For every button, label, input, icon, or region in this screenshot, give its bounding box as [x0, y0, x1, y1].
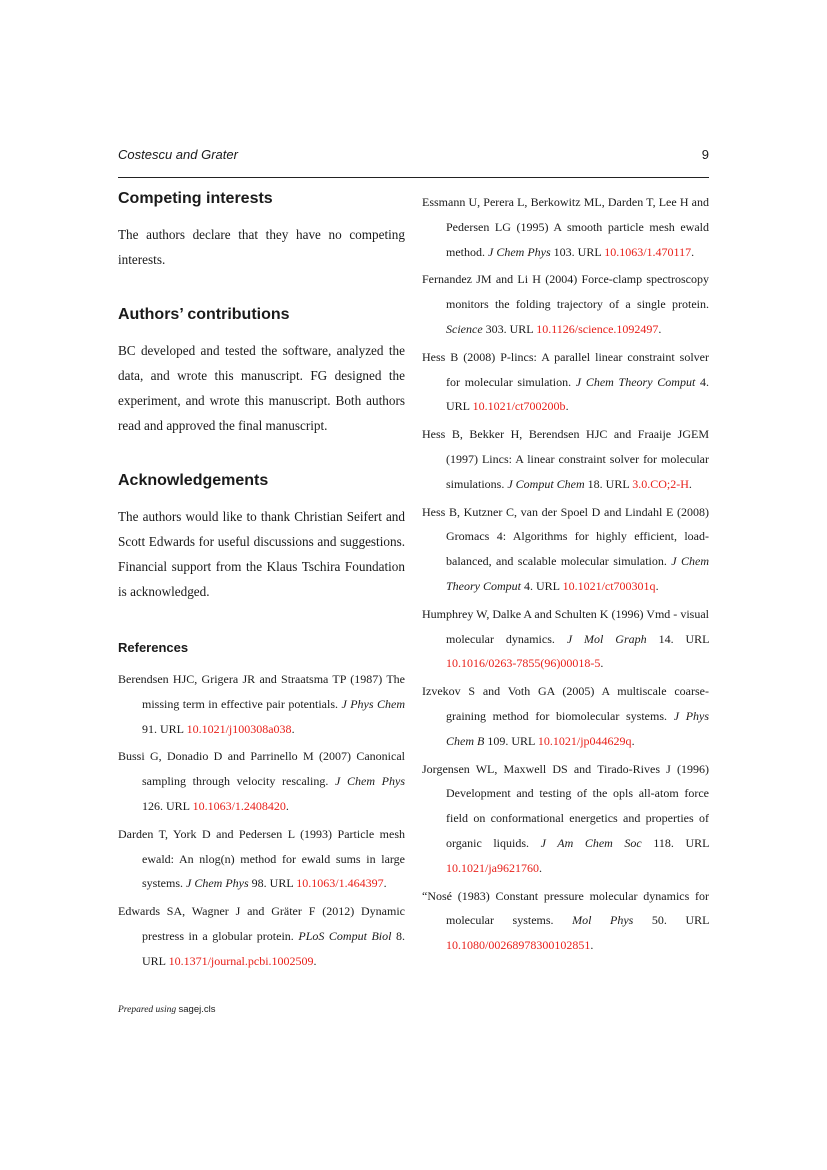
references-list-right — [422, 190, 709, 958]
reference-entry: Hess B, Bekker H, Berendsen HJC and Fraaije JGEM (1997) Lincs: A linear constraint solver for molecular simulations. J Comput Chem 18. URL 3.0.CO;2-H. — [422, 427, 709, 491]
reference-authors-title: “Nosé (1983) Constant pressure molecular dynamics for molecular systems. — [422, 888, 709, 928]
reference-doi-link[interactable]: 10.1021/ct700301q — [562, 578, 656, 593]
header-rule — [118, 177, 709, 178]
reference-authors-title: Fernandez JM and Li H (2004) Force-clamp spectroscopy monitors the folding trajectory of a single protein. — [422, 272, 709, 312]
reference-journal: PLoS Comput Biol — [298, 928, 392, 943]
reference-journal: Mol Phys — [572, 913, 634, 928]
reference-volume: 98. URL — [251, 876, 294, 891]
reference-authors-title: Bussi G, Donadio D and Parrinello M (2007) Canonical sampling through velocity rescaling. — [118, 749, 405, 789]
reference-doi-link[interactable]: 3.0.CO;2-H — [632, 476, 689, 491]
competing-interests-text: The authors declare that they have no competing interests. — [118, 227, 405, 267]
reference-entry: Berendsen HJC, Grigera JR and Straatsma TP (1987) The missing term in effective pair potentials. J Phys Chem 91. URL 10.1021/j100308a038. — [118, 672, 405, 736]
reference-entry: “Nosé (1983) Constant pressure molecular dynamics for molecular systems. Mol Phys 50. URL 10.1080/00268978300102851. — [422, 888, 710, 953]
reference-entry: Edwards SA, Wagner J and Gräter F (2012) Dynamic prestress in a globular protein. PLoS Comput Biol 8. URL 10.1371/journal.pcbi.1002509. — [118, 904, 405, 968]
references-title: References — [118, 640, 189, 655]
reference-volume: 126. URL — [142, 798, 190, 813]
reference-entry: Hess B, Kutzner C, van der Spoel D and Lindahl E (2008) Gromacs 4: Algorithms for highly efficient, load-balanced, and scalable molecular simulation. J Chem Theory Comput 4. URL 10.1021/ct700301q. — [422, 504, 710, 593]
reference-entry: Essmann U, Perera L, Berkowitz ML, Darden T, Lee H and Pedersen LG (1995) A smooth particle mesh ewald method. J Chem Phys 103. URL 10.1063/1.470117. — [422, 195, 709, 259]
reference-entry: Humphrey W, Dalke A and Schulten K (1996) Vmd - visual molecular dynamics. J Mol Graph 14. URL 10.1016/0263-7855(96)00018-5. — [422, 606, 710, 671]
reference-entry: Bussi G, Donadio D and Parrinello M (2007) Canonical sampling through velocity rescaling. J Chem Phys 126. URL 10.1063/1.2408420. — [118, 749, 406, 813]
reference-authors-title: Hess B, Bekker H, Berendsen HJC and Fraaije JGEM (1997) Lincs: A linear constraint solver for molecular simulations. — [422, 427, 709, 491]
references-list-left — [118, 667, 405, 974]
footer-prepared-using: Prepared using — [118, 1005, 177, 1015]
reference-journal: J Phys Chem B — [446, 708, 710, 748]
reference-volume: 14. URL — [658, 631, 710, 646]
reference-volume: 50. URL — [651, 913, 710, 928]
reference-journal: J Chem Phys — [186, 876, 249, 891]
reference-volume: 303. URL — [485, 321, 534, 336]
reference-volume: 91. URL — [142, 721, 184, 736]
reference-authors-title: Izvekov S and Voth GA (2005) A multiscale coarse-graining method for biomolecular systems. — [422, 684, 709, 723]
footer — [118, 1004, 215, 1015]
reference-journal: J Am Chem Soc — [540, 835, 642, 850]
reference-doi-link[interactable]: 10.1021/ct700200b — [472, 399, 566, 414]
authors-contributions-text: BC developed and tested the software, analyzed the data, and wrote this manuscript. FG designed the experiment, and wrote this manuscript. Both authors read and approved the final manuscript. — [118, 343, 405, 433]
reference-journal: J Chem Theory Comput — [575, 374, 696, 389]
reference-authors-title: Hess B (2008) P-lincs: A parallel linear constraint solver for molecular simulation. — [422, 349, 709, 389]
reference-entry: Fernandez JM and Li H (2004) Force-clamp spectroscopy monitors the folding trajectory of a single protein. Science 303. URL 10.1126/science.1092497. — [422, 272, 709, 336]
reference-journal: J Phys Chem — [341, 696, 405, 711]
reference-doi-link[interactable]: 10.1063/1.2408420 — [192, 798, 286, 813]
reference-authors-title: Edwards SA, Wagner J and Gräter F (2012) Dynamic prestress in a globular protein. — [118, 904, 405, 943]
reference-journal: Science — [446, 321, 483, 336]
reference-doi-link[interactable]: 10.1021/j100308a038 — [186, 721, 292, 736]
reference-authors-title: Humphrey W, Dalke A and Schulten K (1996) Vmd - visual molecular dynamics. — [422, 606, 709, 646]
reference-volume: 118. URL — [653, 835, 710, 850]
reference-volume: 103. URL — [553, 244, 602, 259]
reference-authors-title: Jorgensen WL, Maxwell DS and Tirado-Rives J (1996) Development and testing of the opls all-atom force field on conformational energetics and properties of organic liquids. — [422, 761, 709, 850]
page-number: 9 — [701, 147, 709, 162]
running-header-authors: Costescu and Grater — [118, 147, 238, 162]
reference-entry: Hess B (2008) P-lincs: A parallel linear constraint solver for molecular simulation. J Chem Theory Comput 4. URL 10.1021/ct700200b. — [422, 349, 709, 414]
reference-volume: 109. URL — [487, 733, 535, 748]
reference-doi-link[interactable]: 10.1063/1.470117 — [604, 244, 692, 259]
reference-doi-link[interactable]: 10.1021/jp044629q — [537, 733, 632, 748]
left-column — [118, 190, 405, 977]
reference-authors-title: Darden T, York D and Pedersen L (1993) Particle mesh ewald: An nlog(n) method for ewald sums in large systems. — [118, 826, 405, 891]
running-header — [118, 147, 709, 167]
reference-entry: Jorgensen WL, Maxwell DS and Tirado-Rives J (1996) Development and testing of the opls all-atom force field on conformational energetics and properties of organic liquids. J Am Chem Soc 118. URL 10.1021/ja9621760. — [422, 761, 710, 875]
reference-journal: J Chem Phys — [488, 244, 551, 259]
reference-doi-link[interactable]: 10.1016/0263-7855(96)00018-5 — [446, 656, 601, 671]
right-column — [422, 190, 709, 961]
competing-interests-title: Competing interests — [118, 190, 273, 207]
reference-doi-link[interactable]: 10.1371/journal.pcbi.1002509 — [168, 953, 314, 968]
reference-journal: J Chem Phys — [335, 774, 406, 789]
reference-journal: J Mol Graph — [566, 631, 647, 646]
reference-volume: 18. URL — [587, 476, 630, 491]
reference-authors-title: Berendsen HJC, Grigera JR and Straatsma TP (1987) The missing term in effective pair potentials. — [118, 672, 405, 711]
reference-journal: J Comput Chem — [507, 476, 585, 491]
reference-doi-link[interactable]: 10.1021/ja9621760 — [446, 860, 539, 875]
reference-doi-link[interactable]: 10.1080/00268978300102851 — [446, 938, 591, 953]
reference-entry: Darden T, York D and Pedersen L (1993) Particle mesh ewald: An nlog(n) method for ewald sums in large systems. J Chem Phys 98. URL 10.1063/1.464397. — [118, 826, 405, 891]
reference-authors-title: Hess B, Kutzner C, van der Spoel D and Lindahl E (2008) Gromacs 4: Algorithms for highly efficient, load-balanced, and scalable molecular simulation. — [422, 504, 709, 569]
acknowledgements-title: Acknowledgements — [118, 472, 269, 489]
reference-volume: 4. URL — [446, 374, 709, 414]
reference-doi-link[interactable]: 10.1063/1.464397 — [296, 876, 384, 891]
reference-volume: 4. URL — [524, 578, 560, 593]
footer-class-file: sagej.cls — [178, 1004, 216, 1015]
reference-authors-title: Essmann U, Perera L, Berkowitz ML, Darden T, Lee H and Pedersen LG (1995) A smooth particle mesh ewald method. — [422, 195, 709, 259]
reference-entry: Izvekov S and Voth GA (2005) A multiscale coarse-graining method for biomolecular systems. J Phys Chem B 109. URL 10.1021/jp044629q. — [422, 684, 710, 748]
reference-doi-link[interactable]: 10.1126/science.1092497 — [536, 321, 659, 336]
reference-volume: 8. URL — [142, 928, 405, 968]
reference-journal: J Chem Theory Comput — [446, 554, 710, 593]
authors-contributions-title: Authors’ contributions — [118, 306, 290, 323]
acknowledgements-text: The authors would like to thank Christian Seifert and Scott Edwards for useful discussions and suggestions. Financial support from the Klaus Tschira Foundation is acknowledged. — [118, 509, 405, 599]
